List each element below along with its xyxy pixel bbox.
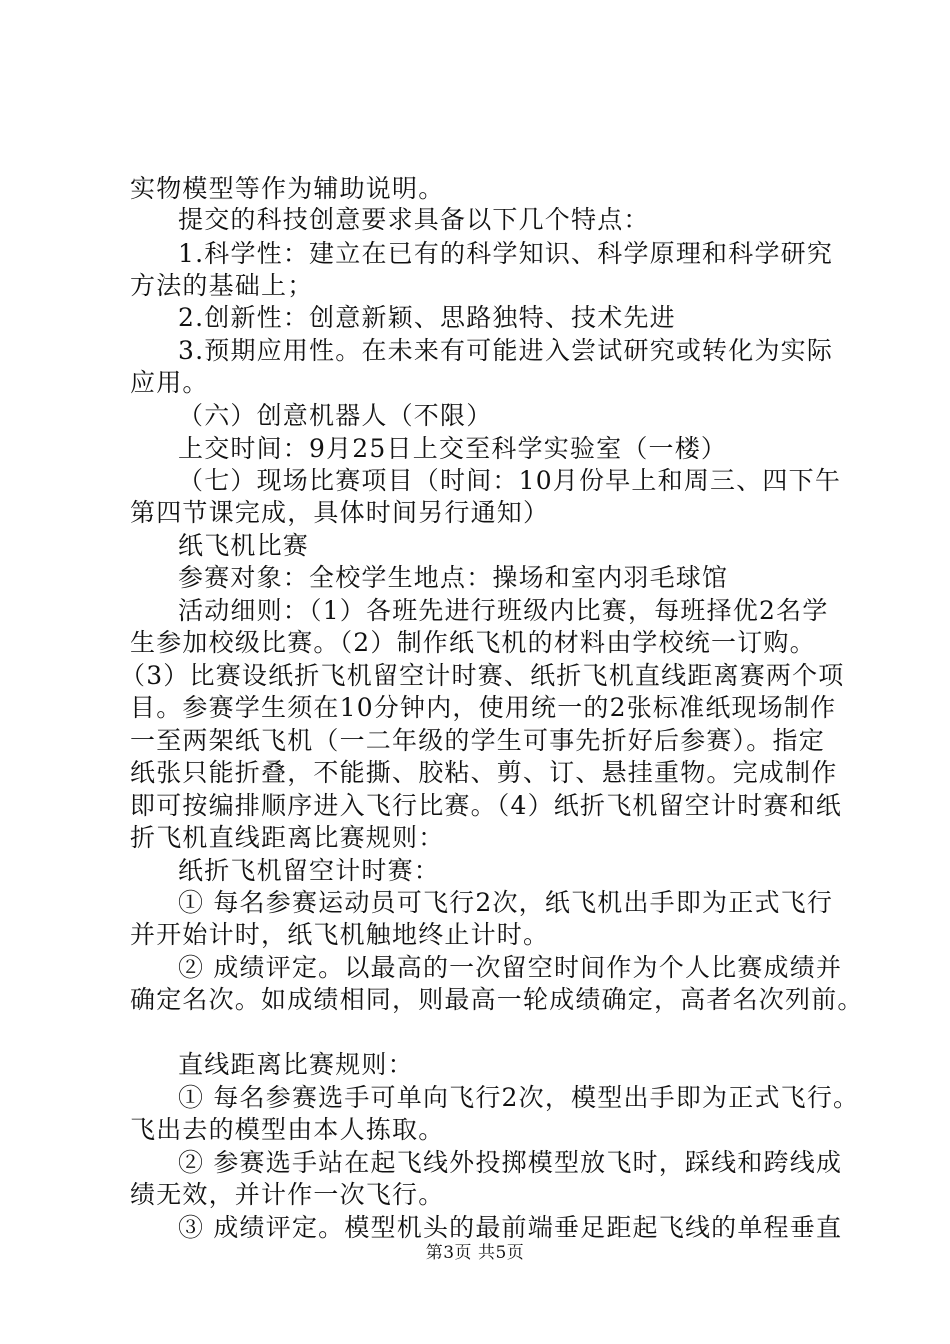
subsection-heading: 纸折飞机留空计时赛：	[178, 856, 441, 885]
page-number-footer: 第3页 共5页	[425, 1243, 525, 1263]
section-heading: （七）现场比赛项目（时间：10月份早上和周三、四下午	[178, 466, 842, 495]
paragraph-line: ① 每名参赛选手可单向飞行2次，模型出手即为正式飞行。	[178, 1083, 860, 1112]
paragraph-line: 绩无效，并计作一次飞行。	[130, 1180, 445, 1209]
paragraph-line: 上交时间：9月25日上交至科学实验室（一楼）	[178, 434, 728, 463]
paragraph-line: ③ 成绩评定。模型机头的最前端垂足距起飞线的单程垂直	[178, 1213, 843, 1242]
paragraph-line: 活动细则：（1）各班先进行班级内比赛，每班择优2名学	[178, 596, 829, 625]
paragraph-line: ② 参赛选手站在起飞线外投掷模型放飞时，踩线和跨线成	[178, 1148, 843, 1177]
subsection-heading: 纸飞机比赛	[178, 531, 310, 560]
paragraph-line: 应用。	[130, 368, 209, 397]
paragraph-line: 折飞机直线距离比赛规则：	[130, 823, 445, 852]
section-heading: （六）创意机器人（不限）	[178, 401, 493, 430]
paragraph-line: ② 成绩评定。以最高的一次留空时间作为个人比赛成绩并	[178, 953, 843, 982]
paragraph-line: 确定名次。如成绩相同，则最高一轮成绩确定，高者名次列前。	[130, 985, 864, 1014]
subsection-heading: 直线距离比赛规则：	[178, 1050, 414, 1079]
paragraph-line: 2.创新性：创意新颖、思路独特、技术先进	[178, 303, 676, 332]
paragraph-line: 提交的科技创意要求具备以下几个特点：	[178, 205, 650, 234]
paragraph-line: 实物模型等作为辅助说明。	[130, 174, 445, 203]
paragraph-line: 飞出去的模型由本人拣取。	[130, 1115, 445, 1144]
paragraph-line: 一至两架纸飞机（一二年级的学生可事先折好后参赛）。指定	[130, 726, 825, 755]
paragraph-line: 目。参赛学生须在10分钟内，使用统一的2张标准纸现场制作	[130, 693, 837, 722]
paragraph-line: 1.科学性：建立在已有的科学知识、科学原理和科学研究	[178, 239, 834, 268]
paragraph-line: 方法的基础上；	[130, 271, 314, 300]
paragraph-line: 第四节课完成，具体时间另行通知）	[130, 498, 550, 527]
paragraph-line: 并开始计时，纸飞机触地终止计时。	[130, 920, 550, 949]
paragraph-line: 纸张只能折叠，不能撕、胶粘、剪、订、悬挂重物。完成制作	[130, 758, 838, 787]
paragraph-line: （3）比赛设纸折飞机留空计时赛、纸折飞机直线距离赛两个项	[120, 661, 845, 690]
paragraph-line: 参赛对象：全校学生地点：操场和室内羽毛球馆	[178, 563, 729, 592]
paragraph-line: 即可按编排顺序进入飞行比赛。（4）纸折飞机留空计时赛和纸	[130, 791, 843, 820]
paragraph-line: ① 每名参赛运动员可飞行2次，纸飞机出手即为正式飞行	[178, 888, 834, 917]
paragraph-line: 3.预期应用性。在未来有可能进入尝试研究或转化为实际	[178, 336, 834, 365]
paragraph-line: 生参加校级比赛。（2）制作纸飞机的材料由学校统一订购。	[130, 628, 816, 657]
